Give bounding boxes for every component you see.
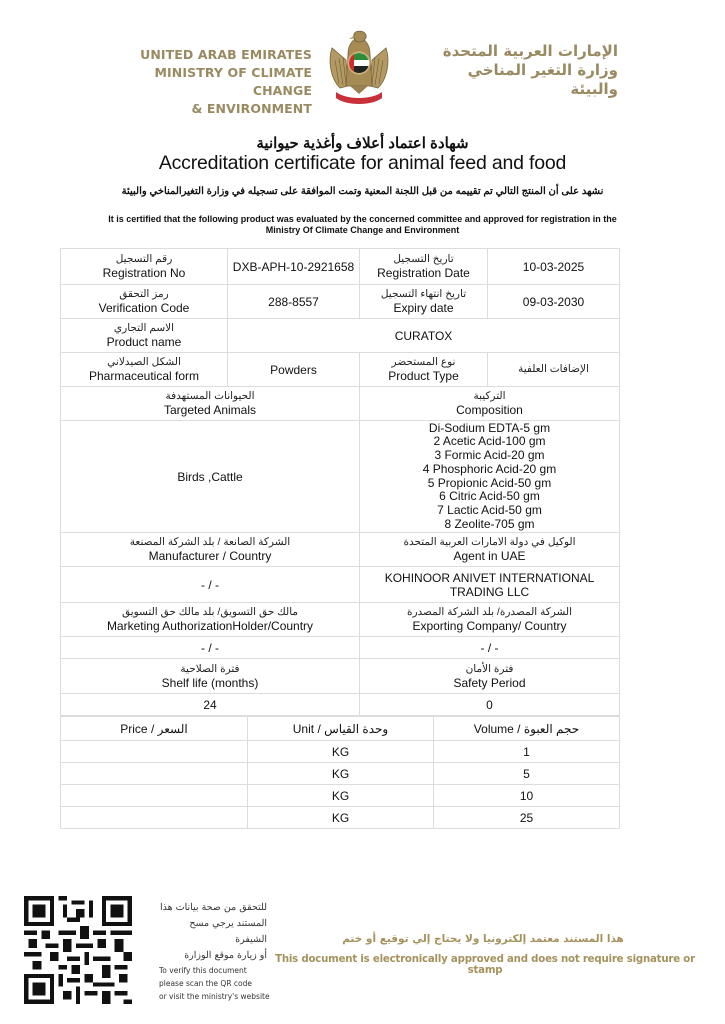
product-name-label: الاسم التجاري Product name xyxy=(61,319,228,353)
table-row xyxy=(61,533,620,567)
price-cell xyxy=(61,741,248,763)
exporting-company-label: الشركة المصدرة/ بلد الشركة المصدرة Exporting Company/ Country xyxy=(360,603,620,637)
exporting-company-value: - / - xyxy=(360,637,620,659)
verify-line: للتحقق من صحة بيانات هذا xyxy=(160,902,267,913)
shelf-life-value: 24 xyxy=(61,694,360,716)
table-row xyxy=(61,659,620,694)
verify-line: or visit the ministry's website xyxy=(159,992,270,1001)
uae-emblem-logo xyxy=(326,30,392,106)
verify-line: المستند يرجي مسح الشيفرة xyxy=(189,918,267,945)
verify-instructions-ar xyxy=(157,900,267,964)
marketing-holder-label: مالك حق التسويق/ بلد مالك حق التسويق Marketing AuthorizationHolder/Country xyxy=(61,603,360,637)
volume-cell: 1 xyxy=(434,741,620,763)
unit-cell: KG xyxy=(248,785,434,807)
electronic-approval-notice-ar: هذا المستند معتمد إلكترونيا ولا يحتاج إلي توقيع أو ختم xyxy=(342,933,624,945)
verify-line: أو زيارة موقع الوزارة xyxy=(184,950,267,961)
expiry-date-label: تاريخ انتهاء التسجيل Expiry date xyxy=(360,285,488,319)
verify-line: To verify this document xyxy=(159,966,247,975)
composition-label: التركيبة Composition xyxy=(360,387,620,421)
table-row xyxy=(61,319,620,353)
registration-no-label: رقم التسجيل Registration No xyxy=(61,249,228,285)
verify-line: please scan the QR code xyxy=(159,979,253,988)
safety-period-value: 0 xyxy=(360,694,620,716)
verification-code-value: 288-8557 xyxy=(228,285,360,319)
product-type-value: الإضافات العلفية xyxy=(488,353,620,387)
registration-no-value: DXB-APH-10-2921658 xyxy=(228,249,360,285)
certificate-title-en: Accreditation certificate for animal feed and food xyxy=(158,152,567,174)
unit-cell: KG xyxy=(248,807,434,829)
agent-label: الوكيل في دولة الامارات العربية المتحدة Agent in UAE xyxy=(360,533,620,567)
targeted-animals-value: Birds ,Cattle xyxy=(61,421,360,533)
packages-table xyxy=(60,716,620,829)
composition-item: 7 Lactic Acid-50 gm xyxy=(437,502,542,517)
composition-list xyxy=(360,421,620,533)
product-type-label: نوع المستحضر Product Type xyxy=(360,353,488,387)
table-row xyxy=(61,694,620,716)
verification-qr-code[interactable] xyxy=(24,896,132,1004)
composition-item: 6 Citric Acid-50 gm xyxy=(439,489,540,504)
ministry-name-ar xyxy=(398,42,618,99)
price-cell xyxy=(61,763,248,785)
header-ar-line: وزارة التغير المناخي xyxy=(467,61,618,79)
table-row xyxy=(61,353,620,387)
expiry-date-value: 09-03-2030 xyxy=(488,285,620,319)
table-row xyxy=(61,603,620,637)
agent-value: KOHINOOR ANIVET INTERNATIONAL TRADING LLC xyxy=(360,567,620,603)
statement-line: It is certified that the following product was evaluated by the concerned committee and approved for registration in the xyxy=(108,214,617,224)
product-name-value: CURATOX xyxy=(228,319,620,353)
verify-instructions-en xyxy=(159,964,279,1003)
header-en-line: & ENVIRONMENT xyxy=(191,101,312,116)
certification-statement-en xyxy=(40,214,685,236)
header-en-line: MINISTRY OF CLIMATE CHANGE xyxy=(154,65,312,98)
packages-header-row xyxy=(61,717,620,741)
table-row xyxy=(61,637,620,659)
package-row xyxy=(61,807,620,829)
pharmaceutical-form-value: Powders xyxy=(228,353,360,387)
safety-period-label: فترة الأمان Safety Period xyxy=(360,659,620,694)
manufacturer-label: الشركة الصانعة / بلد الشركة المصنعة Manufacturer / Country xyxy=(61,533,360,567)
composition-item: Di-Sodium EDTA-5 gm xyxy=(428,420,551,435)
composition-item: 3 Formic Acid-20 gm xyxy=(434,448,545,463)
targeted-animals-label: الحيوانات المستهدفة Targeted Animals xyxy=(61,387,360,421)
electronic-approval-notice-en: This document is electronically approved and does not require signature or stamp xyxy=(275,954,695,976)
package-row xyxy=(61,741,620,763)
table-row xyxy=(61,285,620,319)
unit-cell: KG xyxy=(248,741,434,763)
header-ar-line: والبيئة xyxy=(570,80,618,98)
price-cell xyxy=(61,785,248,807)
composition-item: 8 Zeolite-705 gm xyxy=(444,516,535,531)
volume-cell: 25 xyxy=(434,807,620,829)
certificate-details-table xyxy=(60,248,620,716)
table-row xyxy=(61,567,620,603)
statement-line: Ministry Of Climate Change and Environment xyxy=(265,225,460,235)
marketing-holder-value: - / - xyxy=(61,637,360,659)
unit-cell: KG xyxy=(248,763,434,785)
verification-code-label: رمز التحقق Verification Code xyxy=(61,285,228,319)
registration-date-value: 10-03-2025 xyxy=(488,249,620,285)
package-row xyxy=(61,785,620,807)
volume-header: Volume / حجم العبوة xyxy=(434,717,620,741)
header-en-line: UNITED ARAB EMIRATES xyxy=(140,47,312,62)
composition-item: 4 Phosphoric Acid-20 gm xyxy=(422,461,557,476)
price-cell xyxy=(61,807,248,829)
volume-cell: 5 xyxy=(434,763,620,785)
certificate-title-ar: شهادة اعتماد أعلاف وأغذية حيوانية xyxy=(256,135,469,152)
volume-cell: 10 xyxy=(434,785,620,807)
composition-item: 2 Acetic Acid-100 gm xyxy=(433,434,546,449)
manufacturer-value: - / - xyxy=(61,567,360,603)
composition-item: 5 Propionic Acid-50 gm xyxy=(427,475,552,490)
shelf-life-label: فترة الصلاحية Shelf life (months) xyxy=(61,659,360,694)
table-row xyxy=(61,421,620,533)
table-row xyxy=(61,387,620,421)
pharmaceutical-form-label: الشكل الصيدلاني Pharmaceutical form xyxy=(61,353,228,387)
price-header: Price / السعر xyxy=(61,717,248,741)
ministry-name-en xyxy=(100,46,312,118)
package-row xyxy=(61,763,620,785)
header-ar-line: الإمارات العربية المتحدة xyxy=(442,42,618,60)
table-row xyxy=(61,249,620,285)
registration-date-label: تاريخ التسجيل Registration Date xyxy=(360,249,488,285)
unit-header: Unit / وحدة القياس xyxy=(248,717,434,741)
certification-statement-ar: نشهد على أن المنتج التالي تم تقييمه من قبل اللجنة المعنية وتمت الموافقة على تسجيله في وزارة التغيرالمناخي والبيئة xyxy=(121,186,604,197)
